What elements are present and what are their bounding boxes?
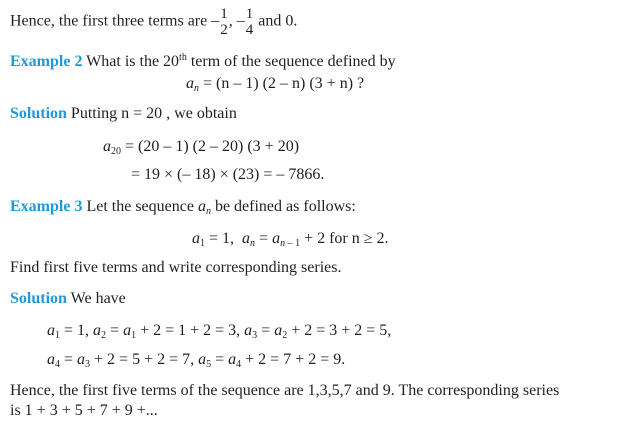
example3-definition: $a_1 = 1$, $a_n = a_{n - 1} + 2$ for n ≥ 2. [192, 230, 389, 249]
example3-statement: Example 3 Let the sequence $a_n$ be defined as follows: [10, 198, 356, 217]
fraction-half: 1 2 [220, 6, 228, 38]
intro-text: Hence, the first three terms are [10, 12, 208, 30]
example2-formula: $a_n = (n - 1)$ (2 – n) (3 + n) ? [186, 75, 365, 94]
solution3-label: Solution [10, 290, 67, 307]
solution2-label: Solution [10, 105, 67, 122]
fraction-quarter: 1 4 [245, 6, 254, 38]
example2-statement: Example 2 What is the 20th term of the sequence defined by [10, 52, 396, 70]
solution2-line1: $a_{20} = (20 - 1)$ (2 – 20) (3 + 20) [103, 138, 300, 157]
solution3-row1: $a_1 = 1$, $a_2 = a_1 + 2 = 1 + 2 = 3$, $a_3 = a_2 + 2 = 3 + 2 = 5$, [47, 322, 392, 341]
conclusion-line1: Hence, the first five terms of the sequence are 1,3,5,7 and 9. The corresponding series [10, 382, 560, 399]
example2-label: Example 2 [10, 53, 83, 70]
solution3-intro: Solution We have [10, 290, 126, 307]
intro-tail: and 0. [258, 12, 298, 30]
intro-line: Hence, the first three terms are – 1 2 , – 1 4 and 0. [10, 6, 298, 38]
example3-label: Example 3 [10, 198, 83, 215]
example3-task: Find first five terms and write corresponding series. [10, 259, 342, 276]
solution2-line2: = 19 × (– 18) × (23) = – 7866. [131, 166, 325, 183]
solution3-row2: $a_4 = a_3 + 2 = 5 + 2 = 7$, $a_5 = a_4 + 2 = 7 + 2 = 9$. [47, 351, 346, 370]
solution2-intro: Solution Putting n = 20 , we obtain [10, 105, 237, 122]
conclusion-line2: is 1 + 3 + 5 + 7 + 9 +... [10, 402, 158, 419]
